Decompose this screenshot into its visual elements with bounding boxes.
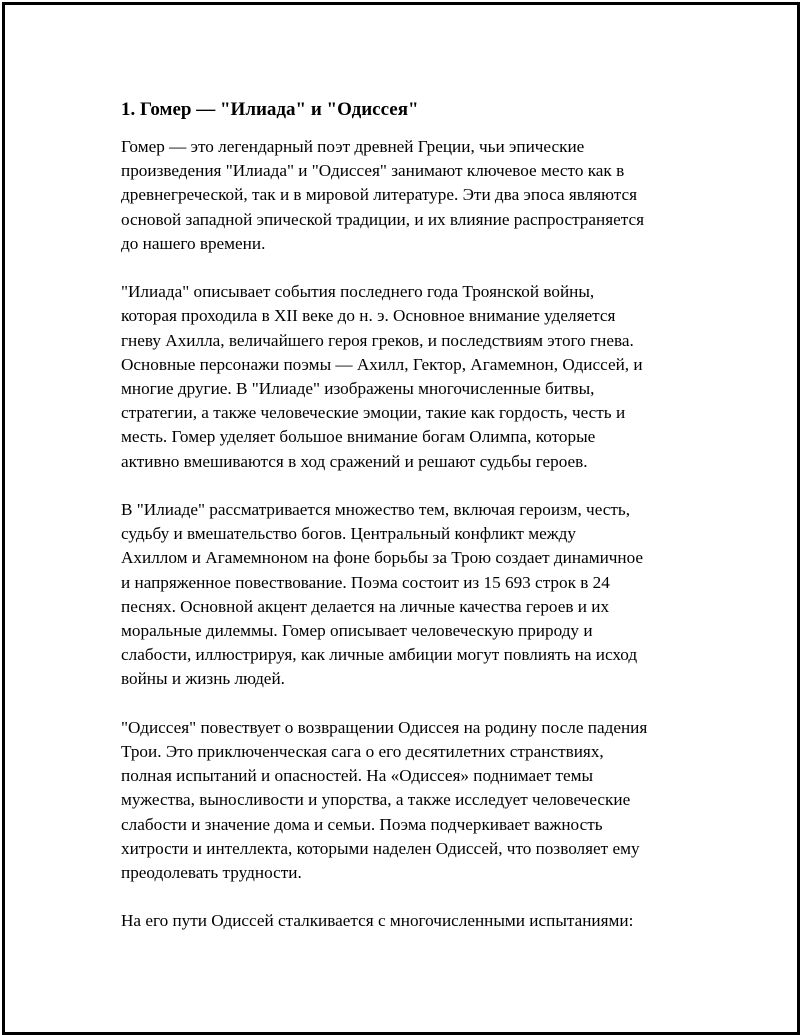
text-line: слабости и значение дома и семьи. Поэма подчеркивает важность	[121, 814, 603, 834]
paragraph-odyssey-summary	[121, 716, 701, 885]
text-line: преодолевать трудности.	[121, 863, 302, 883]
paragraph-iliad-themes	[121, 498, 701, 692]
text-line: мужества, выносливости и упорства, а также исследует человеческие	[121, 790, 631, 810]
text-line: войны и жизнь людей.	[121, 669, 285, 689]
text-line: активно вмешиваются в ход сражений и решают судьбы героев.	[121, 451, 588, 471]
paragraph-iliad-summary	[121, 280, 701, 474]
text-line: моральные дилеммы. Гомер описывает человеческую природу и	[121, 621, 593, 641]
text-line: основой западной эпической традиции, и их влияние распространяется	[121, 209, 645, 229]
text-line: Гомер — это легендарный поэт древней Греции, чьи эпические	[121, 137, 585, 156]
text-line: слабости, иллюстрируя, как личные амбиции могут повлиять на исход	[121, 645, 638, 665]
document-title: 1. Гомер — "Илиада" и "Одиссея"	[121, 99, 419, 120]
text-line: до нашего времени.	[121, 233, 266, 253]
text-line: месть. Гомер уделяет большое внимание богам Олимпа, которые	[121, 427, 596, 447]
text-line: произведения "Илиада" и "Одиссея" занимают ключевое место как в	[121, 161, 625, 181]
text-line: гневу Ахилла, величайшего героя греков, и последствиям этого гнева.	[121, 330, 634, 350]
document-body	[121, 97, 701, 958]
text-line: полная испытаний и опасностей. На «Одиссея» поднимает темы	[121, 766, 594, 786]
text-line: песнях. Основной акцент делается на личные качества героев и их	[121, 596, 610, 616]
text-line: и напряженное повествование. Поэма состоит из 15 693 строк в 24	[121, 572, 610, 592]
text-line: "Одиссея" повествует о возвращении Одиссея на родину после падения	[121, 717, 648, 737]
paragraph-odyssey-trials	[121, 909, 701, 933]
page-border	[2, 2, 800, 1035]
text-line: многие другие. В "Илиаде" изображены многочисленные битвы,	[121, 379, 595, 399]
text-line: В "Илиаде" рассматривается множество тем, включая героизм, честь,	[121, 500, 631, 520]
text-line: древнегреческой, так и в мировой литературе. Эти два эпоса являются	[121, 185, 638, 205]
text-line: Основные персонажи поэмы — Ахилл, Гектор, Агамемнон, Одиссей, и	[121, 354, 643, 374]
text-line: судьбу и вмешательство богов. Центральный конфликт между	[121, 524, 576, 544]
text-line: которая проходила в XII веке до н. э. Основное внимание уделяется	[121, 306, 616, 326]
text-line: "Илиада" описывает события последнего года Троянской войны,	[121, 282, 595, 302]
text-line: стратегии, а также человеческие эмоции, такие как гордость, честь и	[121, 403, 626, 423]
text-line: хитрости и интеллекта, которыми наделен Одиссей, что позволяет ему	[121, 838, 640, 858]
text-line: На его пути Одиссей сталкивается с многочисленными испытаниями:	[121, 911, 634, 931]
paragraph-intro	[121, 135, 701, 256]
text-line: Трои. Это приключенческая сага о его десятилетних странствиях,	[121, 742, 604, 762]
text-line: Ахиллом и Агамемноном на фоне борьбы за Трою создает динамичное	[121, 548, 644, 568]
